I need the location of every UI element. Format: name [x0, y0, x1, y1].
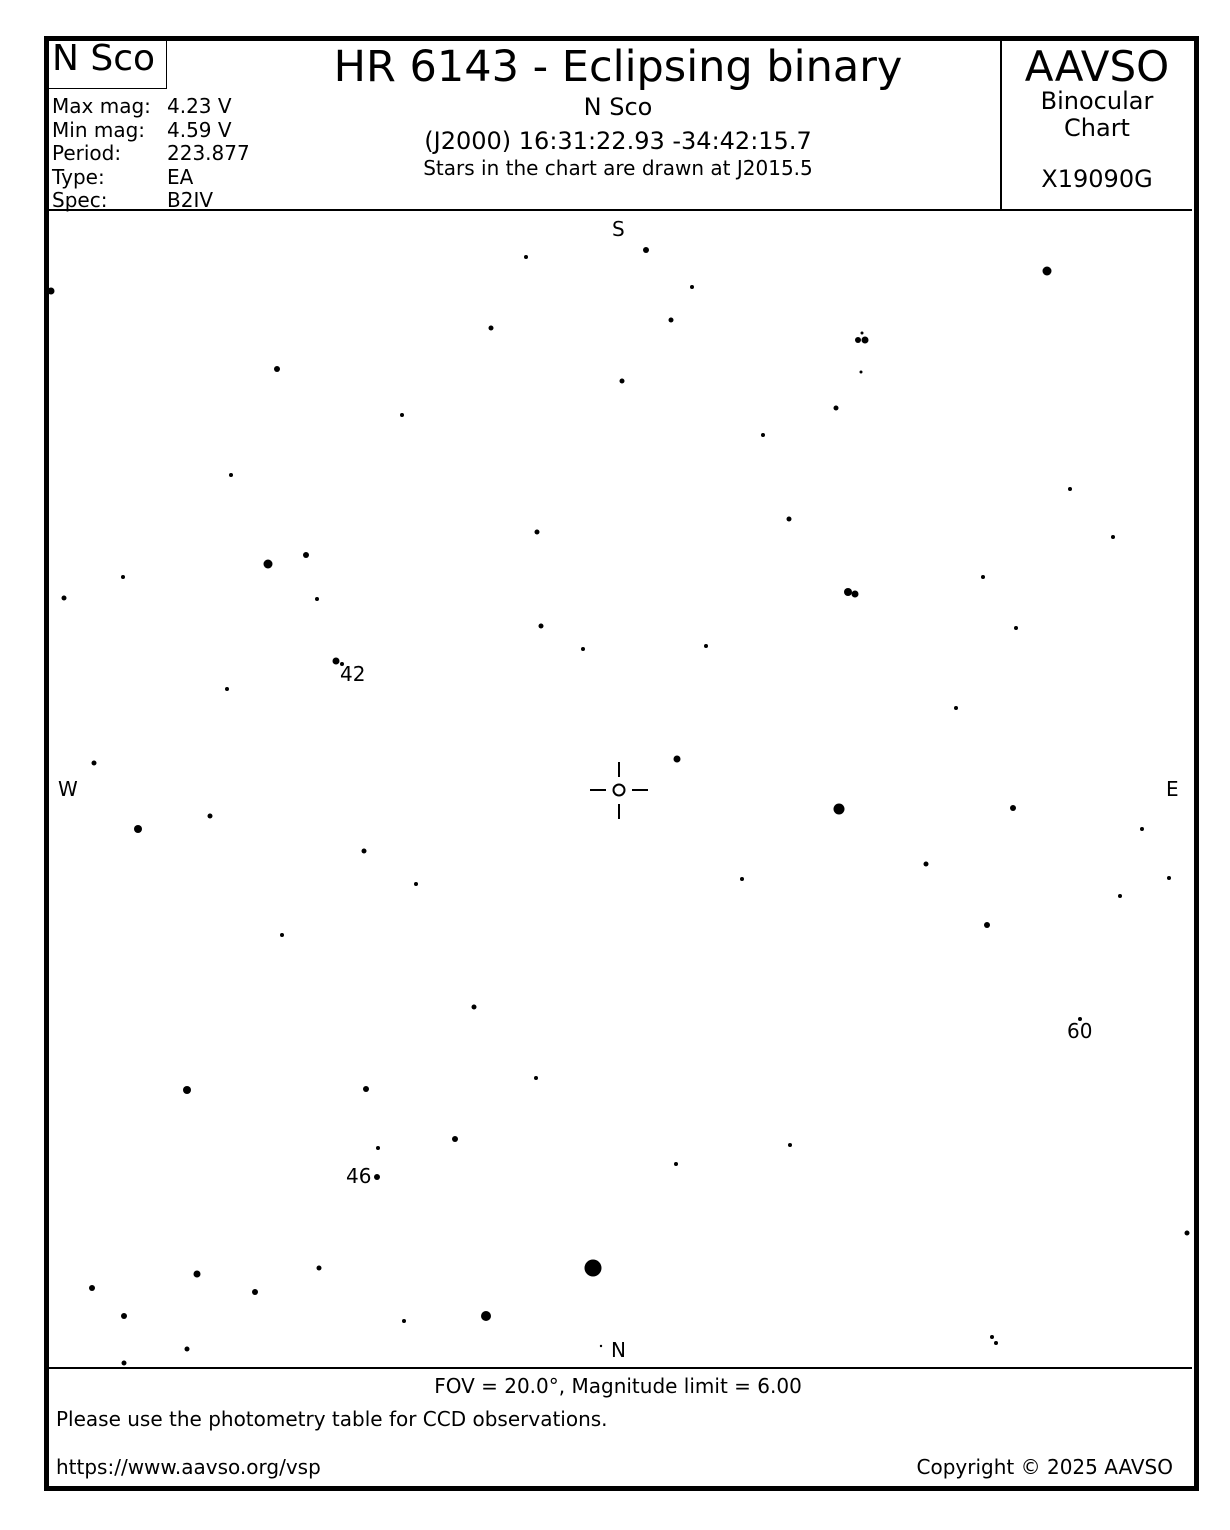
- star: [400, 413, 404, 417]
- org-name: AAVSO: [1024, 42, 1170, 91]
- star: [1068, 487, 1072, 491]
- info-value: 223.877: [167, 141, 250, 165]
- star: [303, 552, 309, 558]
- star: [1111, 535, 1115, 539]
- fov-info: FOV = 20.0°, Magnitude limit = 6.00: [434, 1374, 802, 1398]
- coordinates: (J2000) 16:31:22.93 -34:42:15.7: [424, 127, 812, 155]
- star: [208, 814, 213, 819]
- chart-type-line2: Chart: [1064, 114, 1130, 142]
- star: [489, 326, 494, 331]
- star: [121, 1313, 127, 1319]
- star: [585, 1260, 602, 1277]
- star: [861, 332, 864, 335]
- target-crosshair: [590, 762, 648, 819]
- info-label: Max mag:: [52, 94, 151, 118]
- star: [62, 596, 67, 601]
- direction-west: W: [58, 777, 78, 801]
- star: [374, 1174, 380, 1180]
- comparison-label: 46: [346, 1164, 372, 1188]
- copyright: Copyright © 2025 AAVSO: [916, 1455, 1173, 1479]
- star: [264, 560, 273, 569]
- star: [834, 406, 839, 411]
- star: [954, 706, 958, 710]
- ccd-note: Please use the photometry table for CCD observations.: [56, 1407, 608, 1431]
- star: [581, 647, 585, 651]
- star: [643, 247, 649, 253]
- direction-north: N: [611, 1338, 626, 1362]
- info-value: 4.23 V: [167, 94, 232, 118]
- star: [620, 379, 625, 384]
- star: [472, 1005, 477, 1010]
- star: [317, 1266, 322, 1271]
- stars: [45, 247, 1190, 1366]
- star: [402, 1319, 406, 1323]
- star: [852, 591, 859, 598]
- short-name: N Sco: [52, 38, 156, 79]
- star: [674, 756, 681, 763]
- star: [535, 530, 540, 535]
- star: [376, 1146, 380, 1150]
- page-title: HR 6143 - Eclipsing binary: [333, 42, 903, 92]
- chart-type-line1: Binocular: [1040, 87, 1154, 115]
- star: [994, 1341, 998, 1345]
- star: [1014, 626, 1018, 630]
- star: [363, 1086, 369, 1092]
- star: [924, 862, 929, 867]
- info-value: EA: [167, 164, 194, 189]
- star: [481, 1311, 491, 1321]
- star: [600, 1345, 602, 1347]
- star: [862, 337, 869, 344]
- star: [761, 433, 765, 437]
- info-label: Period:: [52, 141, 122, 165]
- star: [280, 933, 284, 937]
- star: [1118, 894, 1122, 898]
- star: [89, 1285, 95, 1291]
- subtitle: N Sco: [583, 93, 653, 121]
- star: [787, 517, 792, 522]
- star: [844, 588, 852, 596]
- star: [1167, 876, 1171, 880]
- comparison-label: 60: [1067, 1019, 1093, 1043]
- star: [134, 825, 142, 833]
- star: [834, 804, 845, 815]
- star: [92, 761, 97, 766]
- star: [1010, 805, 1016, 811]
- star: [362, 849, 367, 854]
- direction-east: E: [1166, 777, 1179, 801]
- star: [45, 753, 49, 757]
- star: [122, 1361, 127, 1366]
- star: [674, 1162, 678, 1166]
- star: [704, 644, 708, 648]
- star: [225, 687, 229, 691]
- star: [48, 288, 55, 295]
- comparison-label: 42: [340, 662, 366, 686]
- star: [194, 1271, 201, 1278]
- star: [414, 882, 418, 886]
- star: [452, 1136, 458, 1142]
- info-value: 4.59 V: [167, 117, 232, 142]
- star: [252, 1289, 258, 1295]
- star: [229, 473, 233, 477]
- star: [274, 366, 280, 372]
- info-value: B2IV: [167, 188, 214, 212]
- star: [315, 597, 319, 601]
- info-label: Min mag:: [52, 117, 146, 142]
- star: [1185, 1231, 1190, 1236]
- website-link[interactable]: https://www.aavso.org/vsp: [56, 1455, 321, 1479]
- star: [860, 371, 863, 374]
- star: [740, 877, 744, 881]
- star: [333, 658, 340, 665]
- star: [1043, 267, 1052, 276]
- direction-south: S: [612, 217, 625, 241]
- star: [1140, 827, 1144, 831]
- star: [669, 318, 674, 323]
- star: [524, 255, 528, 259]
- info-label: Spec:: [52, 188, 108, 212]
- star: [183, 1086, 191, 1094]
- star: [981, 575, 985, 579]
- star: [984, 922, 990, 928]
- star: [690, 285, 694, 289]
- star: [534, 1076, 538, 1080]
- info-label: Type:: [52, 164, 105, 189]
- chart-id: X19090G: [1041, 165, 1153, 193]
- star: [121, 575, 125, 579]
- star: [539, 624, 544, 629]
- star: [185, 1347, 190, 1352]
- star: [990, 1335, 994, 1339]
- star: [855, 337, 861, 343]
- epoch-note: Stars in the chart are drawn at J2015.5: [423, 156, 813, 180]
- star: [788, 1143, 792, 1147]
